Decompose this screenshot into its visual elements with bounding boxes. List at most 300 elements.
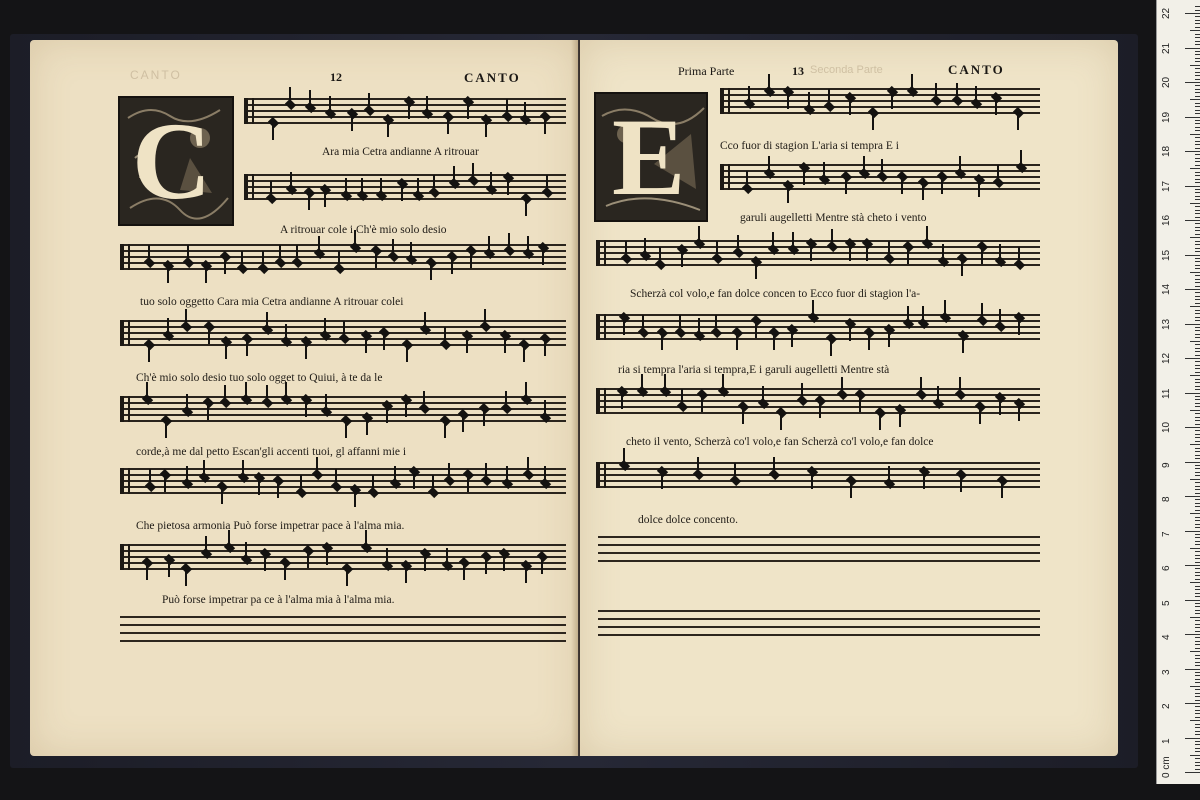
note-stem (922, 184, 924, 200)
ruler-label: 21 (1161, 42, 1172, 54)
note-stem (241, 251, 243, 267)
note-stem (266, 312, 268, 328)
lyric-line: Ch'è mio solo desio tuo solo ogget to Quiui, à te da le (136, 372, 383, 384)
clef-mark (120, 468, 130, 494)
note-stem (272, 124, 274, 140)
clef-mark (120, 396, 130, 422)
note-stem (659, 247, 661, 263)
note-stem (962, 337, 964, 353)
note-stem (546, 175, 548, 191)
note-stem (284, 564, 286, 580)
lyric-line: Ara mia Cetra andianne A ritrouar (322, 146, 479, 158)
note-stem (956, 83, 958, 99)
ruler-tick (1185, 358, 1200, 359)
note-stem (504, 337, 506, 353)
note-stem (354, 491, 356, 507)
note-stem (1001, 482, 1003, 498)
note-stem (149, 469, 151, 485)
note-stem (812, 300, 814, 316)
note-stem (542, 249, 544, 265)
measurement-ruler (1156, 0, 1200, 784)
ruler-tick (1185, 255, 1200, 256)
right-ghost-header: Seconda Parte (810, 64, 883, 76)
staff-right-4 (596, 312, 1040, 342)
right-page-title: CANTO (948, 62, 1005, 77)
staff-right-3 (596, 238, 1040, 268)
staff-right-1 (720, 86, 1040, 116)
ruler-label: 12 (1161, 352, 1172, 364)
note-stem (472, 163, 474, 179)
note-stem (146, 382, 148, 398)
note-stem (326, 549, 328, 565)
note-stem (1018, 319, 1020, 335)
note-stem (335, 469, 337, 485)
staff-left-7 (120, 542, 566, 572)
note-stem (401, 185, 403, 201)
ruler-tick (1185, 427, 1200, 428)
note-stem (787, 93, 789, 109)
note-stem (664, 374, 666, 390)
note-stem (508, 233, 510, 249)
note-stem (755, 263, 757, 279)
note-stem (485, 463, 487, 479)
right-part-label: Prima Parte (678, 64, 735, 78)
note-stem (525, 382, 527, 398)
lyric-line: dolce dolce concento. (638, 514, 738, 526)
note-stem (828, 89, 830, 105)
note-stem (309, 90, 311, 106)
ruler-label: 22 (1161, 7, 1172, 19)
note-stem (279, 245, 281, 261)
note-stem (343, 321, 345, 337)
ruler-label: 19 (1161, 111, 1172, 123)
note-stem (506, 99, 508, 115)
staff-left-2 (244, 172, 566, 202)
note-stem (525, 200, 527, 216)
note-stem (961, 260, 963, 276)
note-stem (734, 463, 736, 479)
note-stem (345, 422, 347, 438)
note-stem (485, 558, 487, 574)
note-stem (787, 187, 789, 203)
ruler-label: 20 (1161, 76, 1172, 88)
ruler-label: 16 (1161, 214, 1172, 226)
note-stem (959, 156, 961, 172)
note-stem (768, 156, 770, 172)
note-stem (296, 245, 298, 261)
staff-right-5 (596, 386, 1040, 416)
note-stem (901, 178, 903, 194)
note-stem (387, 121, 389, 137)
note-stem (185, 309, 187, 325)
note-stem (167, 267, 169, 283)
note-stem (462, 416, 464, 432)
note-stem (1018, 247, 1020, 263)
ruler-tick (1185, 634, 1200, 635)
note-stem (544, 118, 546, 134)
clef-mark (120, 320, 130, 346)
note-stem (722, 374, 724, 390)
note-stem (262, 251, 264, 267)
note-stem (484, 309, 486, 325)
left-page (30, 40, 578, 756)
note-stem (410, 242, 412, 258)
note-stem (285, 324, 287, 340)
note-stem (329, 96, 331, 112)
note-stem (920, 377, 922, 393)
note-stem (164, 476, 166, 492)
note-stem (467, 476, 469, 492)
note-stem (453, 166, 455, 182)
note-stem (746, 171, 748, 187)
clef-mark (596, 388, 606, 414)
note-stem (318, 236, 320, 252)
note-stem (625, 241, 627, 257)
note-stem (365, 530, 367, 546)
note-stem (345, 178, 347, 194)
note-stem (866, 245, 868, 261)
ruler-label: 0 cm (1161, 756, 1172, 778)
ruler-label: 15 (1161, 249, 1172, 261)
note-stem (245, 382, 247, 398)
ruler-label: 6 (1161, 565, 1172, 571)
note-stem (470, 252, 472, 268)
lyric-line: cheto il vento, Scherzà co'l volo,e fan Scherzà co'l volo,e fan dolce (626, 436, 934, 448)
note-stem (803, 169, 805, 185)
lyric-line: corde,à me dal petto Escan'gli accenti tuoi, gl affanni mie i (136, 446, 407, 458)
right-page (580, 40, 1118, 756)
note-stem (463, 564, 465, 580)
note-stem (507, 179, 509, 195)
note-stem (285, 382, 287, 398)
lyric-line: tuo solo oggetto Cara mia Cetra andianne A ritrouar colei (140, 296, 404, 308)
note-stem (447, 118, 449, 134)
note-stem (621, 393, 623, 409)
note-stem (289, 87, 291, 103)
note-stem (448, 463, 450, 479)
note-stem (207, 404, 209, 420)
note-stem (186, 466, 188, 482)
ruler-label: 1 (1161, 737, 1172, 744)
note-stem (808, 92, 810, 108)
note-stem (203, 460, 205, 476)
note-stem (325, 394, 327, 410)
note-stem (386, 548, 388, 564)
note-stem (716, 241, 718, 257)
note-stem (681, 251, 683, 267)
note-stem (417, 178, 419, 194)
note-stem (394, 466, 396, 482)
note-stem (324, 191, 326, 207)
left-ghost-header: CANTO (130, 68, 182, 82)
note-stem (642, 315, 644, 331)
clef-mark (244, 98, 254, 124)
note-stem (762, 386, 764, 402)
note-stem (405, 567, 407, 583)
clef-mark (720, 164, 730, 190)
ruler-label: 17 (1161, 180, 1172, 192)
note-stem (366, 419, 368, 435)
note-stem (792, 232, 794, 248)
note-stem (879, 414, 881, 430)
note-stem (185, 570, 187, 586)
ruler-tick (1185, 82, 1200, 83)
note-stem (755, 322, 757, 338)
note-stem (316, 457, 318, 473)
note-stem (801, 383, 803, 399)
note-stem (524, 102, 526, 118)
ruler-tick (1185, 600, 1200, 601)
clef-mark (244, 174, 254, 200)
initial-e-woodcut (594, 92, 708, 222)
note-stem (997, 165, 999, 181)
note-stem (205, 536, 207, 552)
note-stem (444, 327, 446, 343)
note-stem (923, 473, 925, 489)
note-stem (380, 178, 382, 194)
note-stem (430, 264, 432, 280)
note-stem (698, 226, 700, 242)
note-stem (623, 319, 625, 335)
ruler-tick (1185, 186, 1200, 187)
note-stem (679, 315, 681, 331)
note-stem (941, 178, 943, 194)
ruler-label: 18 (1161, 145, 1172, 157)
note-stem (701, 396, 703, 412)
note-stem (863, 156, 865, 172)
ruler-label: 13 (1161, 318, 1172, 330)
note-stem (424, 312, 426, 328)
note-stem (432, 475, 434, 491)
note-stem (907, 248, 909, 264)
note-stem (942, 244, 944, 260)
note-stem (911, 74, 913, 90)
note-stem (300, 475, 302, 491)
note-stem (467, 103, 469, 119)
ruler-label: 3 (1161, 668, 1172, 675)
clef-mark (596, 314, 606, 340)
note-stem (742, 408, 744, 424)
ruler-tick (1185, 48, 1200, 49)
clef-mark (720, 88, 730, 114)
ruler-tick (1185, 738, 1200, 739)
note-stem (999, 244, 1001, 260)
lyric-line: Può forse impetrar pa ce à l'alma mia à l'alma mia. (162, 594, 395, 606)
ruler-tick (1185, 151, 1200, 152)
note-stem (791, 331, 793, 347)
lyric-line: ria si tempra l'aria si tempra,E i garuli augelletti Mentre stà (618, 364, 890, 376)
staff-right-6 (596, 460, 1040, 490)
note-stem (221, 488, 223, 504)
note-stem (351, 115, 353, 131)
note-stem (386, 407, 388, 423)
clef-mark (596, 240, 606, 266)
note-stem (503, 555, 505, 571)
note-stem (305, 343, 307, 359)
staff-left-6 (120, 466, 566, 496)
note-stem (307, 552, 309, 568)
note-stem (981, 248, 983, 264)
note-stem (907, 306, 909, 322)
note-stem (979, 408, 981, 424)
note-stem (849, 245, 851, 261)
ruler-tick (1185, 117, 1200, 118)
note-stem (881, 159, 883, 175)
note-stem (748, 86, 750, 102)
note-stem (661, 473, 663, 489)
ruler-tick (1185, 772, 1200, 773)
staff-left-3 (120, 242, 566, 272)
ruler-tick (1185, 393, 1200, 394)
note-stem (888, 241, 890, 257)
note-stem (737, 235, 739, 251)
ruler-tick (1185, 531, 1200, 532)
note-stem (960, 476, 962, 492)
note-stem (922, 306, 924, 322)
note-stem (346, 570, 348, 586)
note-stem (1020, 150, 1022, 166)
note-stem (891, 93, 893, 109)
note-stem (424, 555, 426, 571)
note-stem (392, 239, 394, 255)
note-stem (523, 346, 525, 362)
note-stem (224, 258, 226, 274)
note-stem (859, 396, 861, 412)
ruler-label: 7 (1161, 530, 1172, 537)
note-stem (406, 346, 408, 362)
note-stem (644, 238, 646, 254)
note-stem (888, 331, 890, 347)
ruler-label: 5 (1161, 599, 1172, 606)
note-stem (505, 391, 507, 407)
note-stem (324, 318, 326, 334)
note-stem (165, 422, 167, 438)
note-stem (937, 386, 939, 402)
note-stem (1017, 114, 1019, 130)
clef-mark (596, 462, 606, 488)
ruler-label: 14 (1161, 283, 1172, 295)
ruler-label: 11 (1161, 388, 1172, 399)
ruler-label: 4 (1161, 634, 1172, 640)
right-page-number: 13 (792, 64, 804, 78)
note-stem (935, 83, 937, 99)
clef-mark (120, 544, 130, 570)
ruler-label: 8 (1161, 496, 1172, 502)
note-stem (661, 334, 663, 350)
note-stem (290, 172, 292, 188)
ruler-tick (1185, 496, 1200, 497)
ruler-tick (1185, 13, 1200, 14)
ruler-label: 10 (1161, 421, 1172, 433)
note-stem (408, 103, 410, 119)
right-empty-staff-2 (598, 610, 1040, 638)
note-stem (426, 96, 428, 112)
note-stem (872, 114, 874, 130)
note-stem (466, 337, 468, 353)
note-stem (525, 567, 527, 583)
initial-letter-e: E (612, 96, 686, 218)
note-stem (541, 558, 543, 574)
note-stem (715, 315, 717, 331)
note-stem (544, 466, 546, 482)
note-stem (308, 194, 310, 210)
note-stem (544, 400, 546, 416)
note-stem (270, 181, 272, 197)
left-empty-staff (120, 616, 566, 644)
ruler-label: 9 (1161, 461, 1172, 468)
note-stem (368, 93, 370, 109)
initial-letter-c: C (132, 100, 212, 222)
note-stem (811, 473, 813, 489)
note-stem (148, 346, 150, 362)
note-stem (995, 99, 997, 115)
note-stem (224, 385, 226, 401)
note-stem (698, 318, 700, 334)
note-stem (264, 555, 266, 571)
note-stem (773, 457, 775, 473)
note-stem (483, 410, 485, 426)
staff-left-5 (120, 394, 566, 424)
clef-mark (120, 244, 130, 270)
ruler-label: 2 (1161, 703, 1172, 709)
note-stem (167, 318, 169, 334)
note-stem (423, 391, 425, 407)
right-empty-staff-1 (598, 536, 1040, 564)
ruler-tick (1185, 324, 1200, 325)
note-stem (999, 399, 1001, 415)
note-stem (780, 414, 782, 430)
lyric-line: Che pietosa armonia Può forse impetrar pace à l'alma mia. (136, 520, 405, 532)
note-stem (772, 232, 774, 248)
note-stem (697, 457, 699, 473)
note-stem (736, 334, 738, 350)
note-stem (850, 482, 852, 498)
note-stem (338, 251, 340, 267)
initial-c-woodcut (118, 96, 234, 226)
note-stem (899, 411, 901, 427)
note-stem (186, 394, 188, 410)
lyric-line: Scherzà col volo,e fan dolce concen to Ecco fuor di stagion l'a- (630, 288, 921, 300)
staff-right-2 (720, 162, 1040, 192)
note-stem (926, 226, 928, 242)
note-stem (375, 252, 377, 268)
ruler-tick (1185, 669, 1200, 670)
note-stem (451, 258, 453, 274)
note-stem (831, 229, 833, 245)
note-stem (208, 328, 210, 344)
note-stem (849, 99, 851, 115)
note-stem (405, 401, 407, 417)
note-stem (959, 377, 961, 393)
note-stem (544, 340, 546, 356)
note-stem (365, 337, 367, 353)
note-stem (168, 561, 170, 577)
note-stem (146, 564, 148, 580)
note-stem (768, 74, 770, 90)
note-stem (623, 448, 625, 464)
lyric-line: Cco fuor di stagion L'aria si tempra E i (720, 140, 899, 152)
note-stem (830, 340, 832, 356)
note-stem (305, 401, 307, 417)
note-stem (277, 482, 279, 498)
note-stem (868, 334, 870, 350)
note-stem (527, 236, 529, 252)
note-stem (446, 548, 448, 564)
note-stem (361, 178, 363, 194)
note-stem (444, 422, 446, 438)
staff-left-1 (244, 96, 566, 126)
lyric-line: garuli augelletti Mentre stà cheto i vento (740, 212, 927, 224)
